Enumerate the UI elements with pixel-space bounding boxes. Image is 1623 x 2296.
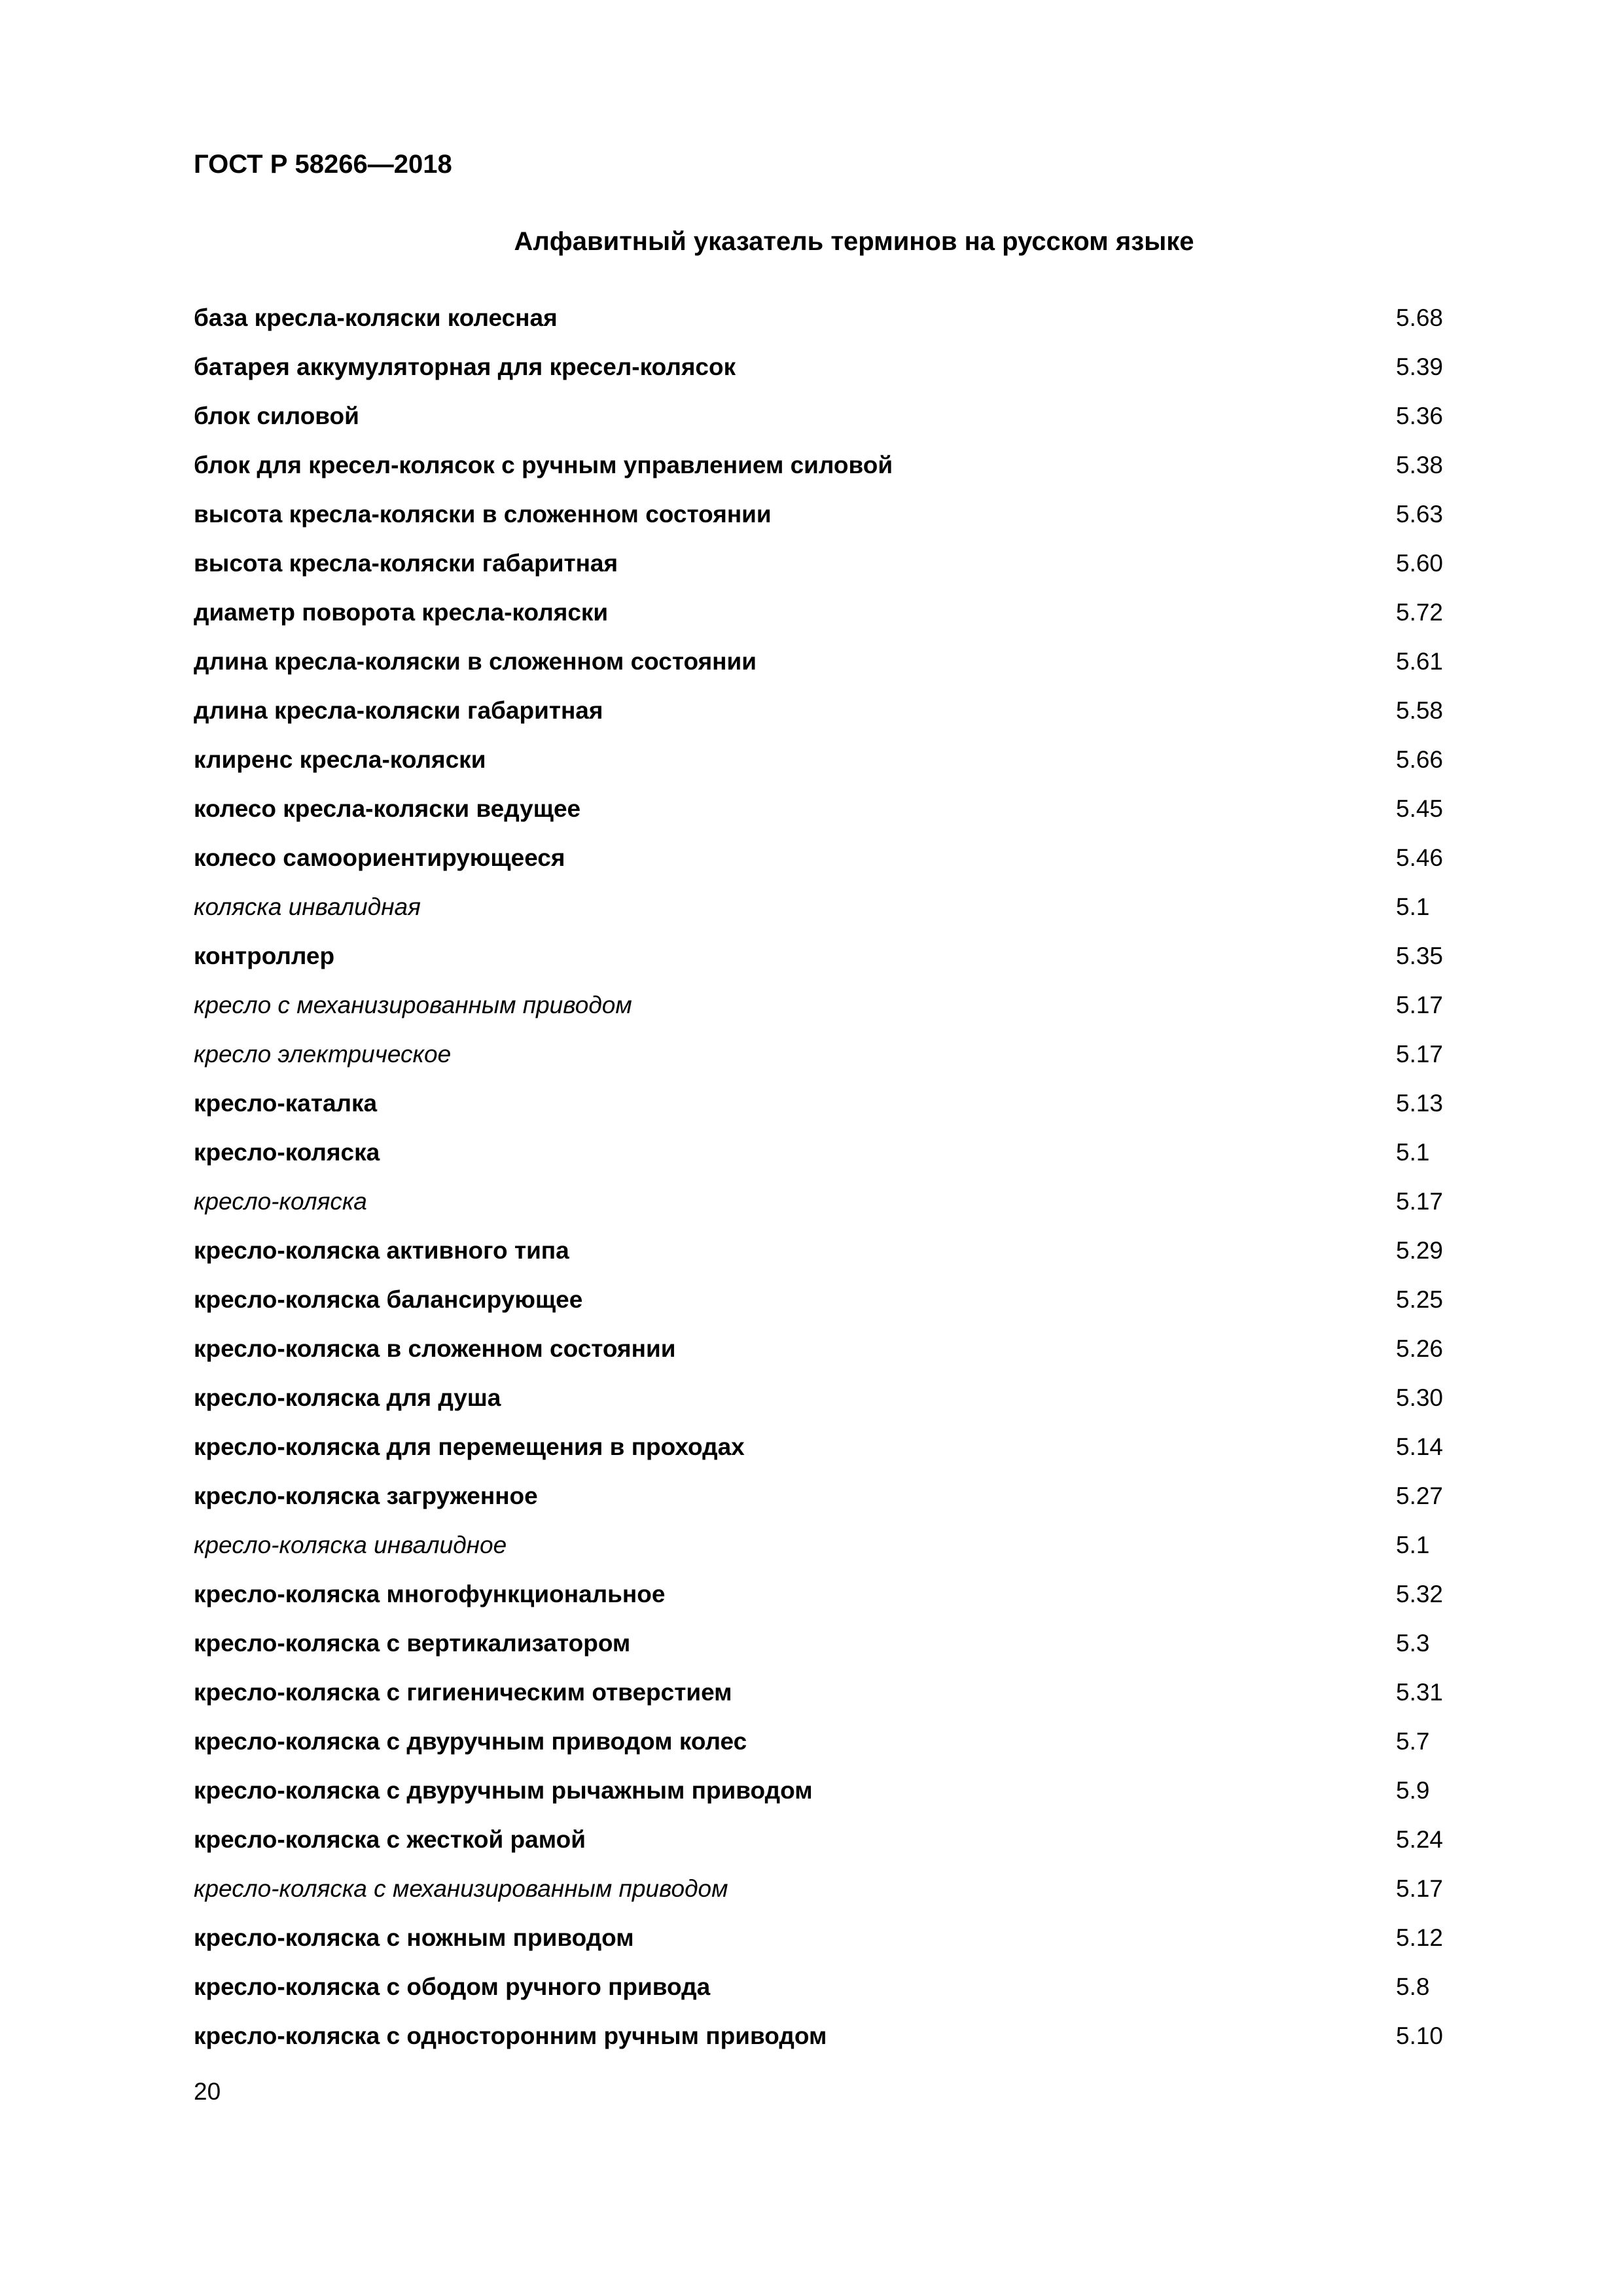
index-entry [194,1725,1450,1774]
index-term: кресло с механизированным приводом [194,992,632,1018]
index-entry [194,1970,1450,2019]
index-entry [194,1528,1450,1577]
index-term: кресло-коляска [194,1139,380,1166]
index-term: высота кресла-коляски в сложенном состоянии [194,501,772,528]
index-entry [194,448,1450,497]
index-section-ref: 5.61 [1396,648,1444,675]
index-entry [194,1676,1450,1725]
index-term: кресло-коляска с жесткой рамой [194,1826,586,1853]
index-term: батарея аккумуляторная для кресел-колясок [194,353,736,380]
index-entry [194,1234,1450,1283]
index-entry [194,350,1450,399]
index-section-ref: 5.17 [1396,1188,1444,1215]
index-section-ref: 5.1 [1396,893,1430,920]
index-term: кресло электрическое [194,1041,452,1067]
index-entry [194,399,1450,448]
index-entry [194,497,1450,547]
index-entry [194,1479,1450,1528]
index-section-ref: 5.26 [1396,1335,1444,1362]
index-entry [194,694,1450,743]
index-section-ref: 5.3 [1396,1630,1430,1657]
index-section-ref: 5.39 [1396,353,1444,380]
index-section-ref: 5.27 [1396,1482,1444,1509]
index-term: контроллер [194,942,335,969]
index-section-ref: 5.14 [1396,1433,1444,1460]
index-section-ref: 5.31 [1396,1679,1444,1706]
index-title: Алфавитный указатель терминов на русском языке [514,227,1194,256]
page-number: 20 [194,2078,221,2105]
index-section-ref: 5.8 [1396,1973,1430,2000]
index-section-ref: 5.63 [1396,501,1444,528]
index-section-ref: 5.38 [1396,452,1444,478]
index-entry [194,1283,1450,1332]
index-term: база кресла-коляски колесная [194,304,558,331]
document-header: ГОСТ Р 58266—2018 [194,150,452,179]
index-section-ref: 5.36 [1396,403,1444,429]
index-entry [194,1626,1450,1676]
index-term: кресло-каталка [194,1090,378,1117]
index-entry [194,1430,1450,1479]
index-term: кресло-коляска с гигиеническим отверстием [194,1679,732,1706]
index-entry [194,1332,1450,1381]
index-term: кресло-коляска с механизированным приводом [194,1875,728,1902]
index-section-ref: 5.9 [1396,1777,1430,1804]
index-term: коляска инвалидная [194,893,421,920]
index-section-ref: 5.25 [1396,1286,1444,1313]
index-entry [194,939,1450,988]
index-entry [194,988,1450,1037]
index-section-ref: 5.17 [1396,1875,1444,1902]
index-term: колесо кресла-коляски ведущее [194,795,581,822]
index-section-ref: 5.7 [1396,1728,1430,1755]
index-section-ref: 5.46 [1396,844,1444,871]
index-entry [194,1037,1450,1086]
index-term: кресло-коляска с односторонним ручным приводом [194,2022,827,2049]
index-term: кресло-коляска с двуручным рычажным приводом [194,1777,813,1804]
index-entry [194,743,1450,792]
index-term: кресло-коляска с вертикализатором [194,1630,631,1657]
term-index-list [194,301,1450,2068]
index-section-ref: 5.10 [1396,2022,1444,2049]
index-entry [194,792,1450,841]
index-section-ref: 5.66 [1396,746,1444,773]
index-term: кресло-коляска инвалидное [194,1532,507,1558]
index-term: длина кресла-коляски в сложенном состоянии [194,648,757,675]
index-section-ref: 5.45 [1396,795,1444,822]
index-section-ref: 5.17 [1396,992,1444,1018]
index-section-ref: 5.17 [1396,1041,1444,1067]
index-term: кресло-коляска загруженное [194,1482,538,1509]
index-entry [194,1086,1450,1136]
index-term: кресло-коляска с двуручным приводом колес [194,1728,747,1755]
index-term: колесо самоориентирующееся [194,844,565,871]
index-section-ref: 5.58 [1396,697,1444,724]
index-term: диаметр поворота кресла-коляски [194,599,609,626]
index-entry [194,1823,1450,1872]
index-term: кресло-коляска с ножным приводом [194,1924,634,1951]
index-section-ref: 5.24 [1396,1826,1444,1853]
index-section-ref: 5.1 [1396,1532,1430,1558]
index-term: кресло-коляска активного типа [194,1237,569,1264]
index-term: кресло-коляска для душа [194,1384,501,1411]
index-term: кресло-коляска многофункциональное [194,1581,666,1607]
index-term: кресло-коляска для перемещения в проходах [194,1433,745,1460]
index-entry [194,890,1450,939]
index-section-ref: 5.72 [1396,599,1444,626]
index-entry [194,596,1450,645]
index-term: высота кресла-коляски габаритная [194,550,618,577]
index-term: блок силовой [194,403,359,429]
index-term: кресло-коляска в сложенном состоянии [194,1335,676,1362]
index-term: кресло-коляска [194,1188,367,1215]
index-entry [194,1872,1450,1921]
index-section-ref: 5.12 [1396,1924,1444,1951]
index-entry [194,645,1450,694]
index-entry [194,1921,1450,1970]
index-entry [194,841,1450,890]
index-term: блок для кресел-колясок с ручным управлением силовой [194,452,893,478]
index-entry [194,1136,1450,1185]
index-term: клиренс кресла-коляски [194,746,486,773]
index-entry [194,1381,1450,1430]
index-section-ref: 5.32 [1396,1581,1444,1607]
index-entry [194,547,1450,596]
index-section-ref: 5.1 [1396,1139,1430,1166]
index-entry [194,2019,1450,2068]
index-section-ref: 5.60 [1396,550,1444,577]
index-term: длина кресла-коляски габаритная [194,697,603,724]
index-entry [194,1774,1450,1823]
index-section-ref: 5.29 [1396,1237,1444,1264]
index-term: кресло-коляска с ободом ручного привода [194,1973,711,2000]
index-term: кресло-коляска балансирующее [194,1286,583,1313]
index-entry [194,1577,1450,1626]
index-section-ref: 5.30 [1396,1384,1444,1411]
index-section-ref: 5.13 [1396,1090,1444,1117]
index-section-ref: 5.68 [1396,304,1444,331]
index-entry [194,301,1450,350]
index-entry [194,1185,1450,1234]
index-section-ref: 5.35 [1396,942,1444,969]
